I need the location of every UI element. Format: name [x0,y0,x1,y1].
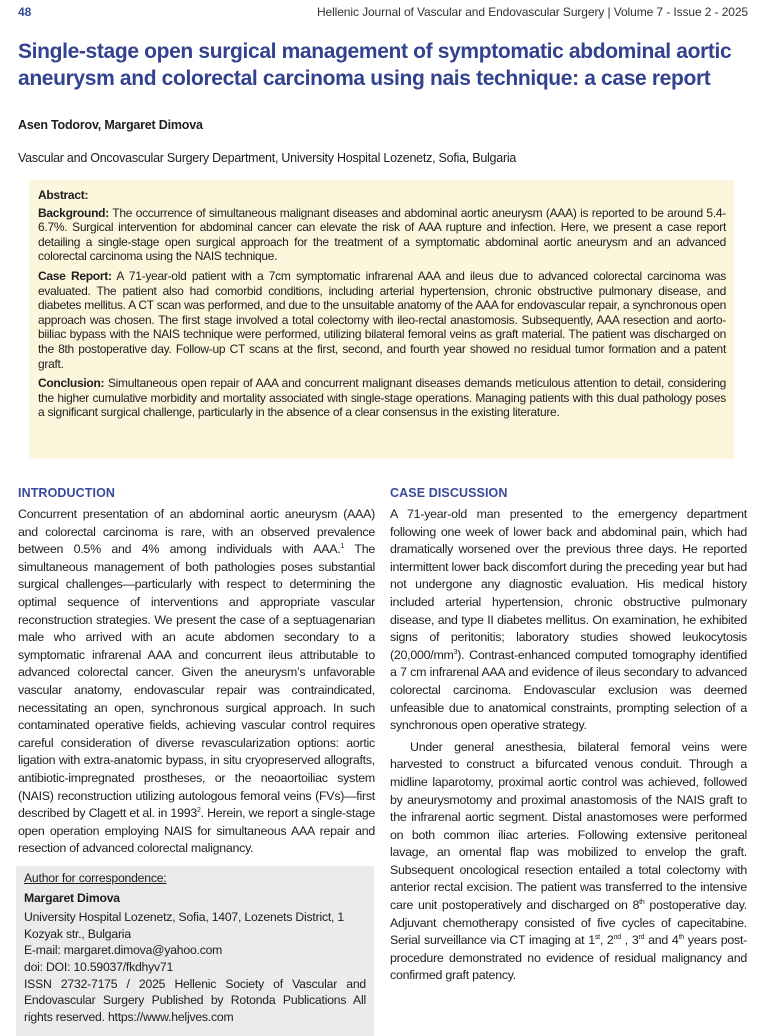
superscript: nd [613,934,621,942]
cd-text: A 71-year-old man presented to the emergency department following one week of lower back and abdominal pain, which had dramatically worsened over the previous three days. He reported intermittent lower back discomfort during the preceding year but had not undergone any diagnostic evaluation. His medical history included arterial hypertension, chronic obstructive pulmonary disease, and type II diabetes mellitus. On examination, he exhibited signs of peritonitis; laboratory studies showed leukocytosis (20,000/mm [390,507,747,662]
article-title: Single-stage open surgical management of symptomatic abdominal aortic aneurysm and colorectal carcinoma using nais technique: a case report [18,40,732,90]
cd-text: , 2 [599,933,614,948]
page-number: 48 [18,5,32,19]
correspondence-label: Author for correspondence: [24,871,167,885]
abstract-heading: Abstract: [38,188,89,202]
background-label: Background: [38,205,109,220]
correspondence-address: University Hospital Lozenetz, Sofia, 1407, Lozenets District, 1 Kozyak str., Bulgaria [24,910,345,941]
cd-text: years post-procedure demonstrated no evidence of residual malignancy and confirmed graft patency. [390,933,748,983]
superscript: rd [638,934,645,942]
conclusion-text: Simultaneous open repair of AAA and concurrent malignant diseases demands meticulous attention to detail, considering the higher cumulative morbidity and mortality associated with single-stage operations. Managing patients with this dual pathology poses a significant surgical challenge, particularly in the absence of a clear consensus in the existing literature. [38,376,726,420]
cd-text: , 3 [620,933,639,948]
correspondence-issn: ISSN 2732-7175 / 2025 Hellenic Society of Vascular and Endovascular Surgery Published by Rotonda Publications All rights reserved. https://www.heljves.com [24,976,366,1024]
superscript: th [678,934,684,942]
introduction-paragraph [18,506,375,858]
conclusion-label: Conclusion: [38,376,105,391]
correspondence-doi[interactable]: doi: DOI: 10.59037/fkdhyv71 [24,959,174,974]
intro-text-1: Concurrent presentation of an abdominal aortic aneurysm (AAA) and colorectal carcinoma is rare, with an observed prevalence between 0.5% and 4% among individuals with AAA. [18,507,375,557]
background-text: The occurrence of simultaneous malignant diseases and abdominal aortic aneurysm (AAA) is reported to be around 5.4-6.7%. Surgical intervention for abdominal cancer can elevate the risk of AAA rupture and infection. Here, we present a case report detailing a single-stage open surgical approach for the treatment of a symptomatic abdominal aortic aneurysm and an advanced colorectal carcinoma using the NAIS technique. [38,205,726,264]
abstract-conclusion [38,376,726,420]
intro-text-2: The simultaneous management of both pathologies poses substantial surgical challenges—particularly with respect to determining the optimal sequence of interventions and appropriate vascular reconstruction strategies. We present the case of a septuagenarian male who arrived with an acute abdomen secondary to a symptomatic infrarenal AAA and concurrent ileus attributable to advanced colorectal cancer. Given the aneurysm’s unfavorable vascular anatomy, endovascular repair was contraindicated, necessitating an open, synchronous surgical approach. In such contaminated operative fields, achieving vascular control requires careful consideration of diverse revascularization options: aortic ligation with extra-anatomic bypass, in situ cryopreserved allografts, antibiotic-impregnated prostheses, or the neoaortoiliac system (NAIS) reconstruction utilizing autologous femoral veins (FVs)—first described by Clagett et al. in 1993 [18,542,375,821]
superscript: th [639,898,645,906]
running-header [18,3,748,21]
cd-text: Under general anesthesia, bilateral femoral veins were harvested to construct a bifurcated venous conduit. Through a midline laparotomy, proximal aortic control was achieved, followed by aneurysmotomy and proximal anastomosis of the NAIS graft to the infrarenal aortic segment. Distal anastomoses were performed on both common iliac arteries. Following extensive peritoneal lavage, an omental flap was mobilized to envelop the graft. Subsequent oncological resection entailed a total colectomy with anterior rectal excision. The patient was transferred to the intensive care unit postoperatively and discharged on 8 [390,739,747,913]
reference-1-link[interactable]: 1 [340,543,345,551]
abstract-case-report [38,269,726,371]
affiliation: Vascular and Oncovascular Surgery Department, University Hospital Lozenetz, Sofia, Bulgaria [18,151,517,165]
correspondence-name: Margaret Dimova [24,890,120,905]
abstract-background [38,206,726,264]
superscript: 3 [453,648,458,656]
correspondence-email[interactable]: E-mail: margaret.dimova@yahoo.com [24,943,223,958]
journal-info: Hellenic Journal of Vascular and Endovascular Surgery | Volume 7 - Issue 2 - 2025 [316,5,748,19]
case-report-label: Case Report: [38,268,112,283]
cd-text: and 4 [644,933,679,948]
cd-text: postoperative day. Adjuvant chemotherapy consisted of five cycles of capecitabine. Serial surveillance via CT imaging at 1 [390,898,747,948]
right-column [390,486,747,985]
superscript: st [594,934,600,942]
reference-2-link[interactable]: 2 [197,806,201,814]
intro-text-3: . Herein, we report a single-stage open operation employing NAIS for simultaneous AAA repair and resection of advanced colorectal malignancy. [18,806,375,856]
introduction-heading: INTRODUCTION [18,486,116,500]
case-discussion-paragraph-1 [390,506,747,735]
case-discussion-paragraph-2 [390,739,747,985]
left-column [18,486,375,858]
abstract-box [29,180,734,459]
correspondence-box [16,866,374,1036]
case-report-text: A 71-year-old patient with a 7cm symptomatic infrarenal AAA and ileus due to advanced colorectal carcinoma was evaluated. The patient also had comorbid conditions, including arterial hypertension, chronic obstructive pulmonary disease, and diabetes mellitus. A CT scan was performed, and due to the unsuitable anatomy of the AAA for endovascular repair, a synchronous open approach was chosen. The first stage involved a total colectomy with ileo-rectal anastomosis. Subsequently, AAA resection and aorto-biiliac bypass with the NAIS technique were performed, utilizing bilateral femoral veins as graft material. The patient was discharged on the 8th postoperative day. Follow-up CT scans at the first, second, and fourth year showed no residual tumor formation and a patent graft. [38,268,727,371]
authors: Asen Todorov, Margaret Dimova [18,118,203,132]
case-discussion-heading: CASE DISCUSSION [390,486,508,500]
cd-text: ). Contrast-enhanced computed tomography identified a 7 cm infrarenal AAA and evidence of ileus secondary to advanced colorectal carcinoma. Endovascular exclusion was deemed unfeasible due to anatomical constraints, prompting selection of a synchronous open operative strategy. [390,647,747,733]
